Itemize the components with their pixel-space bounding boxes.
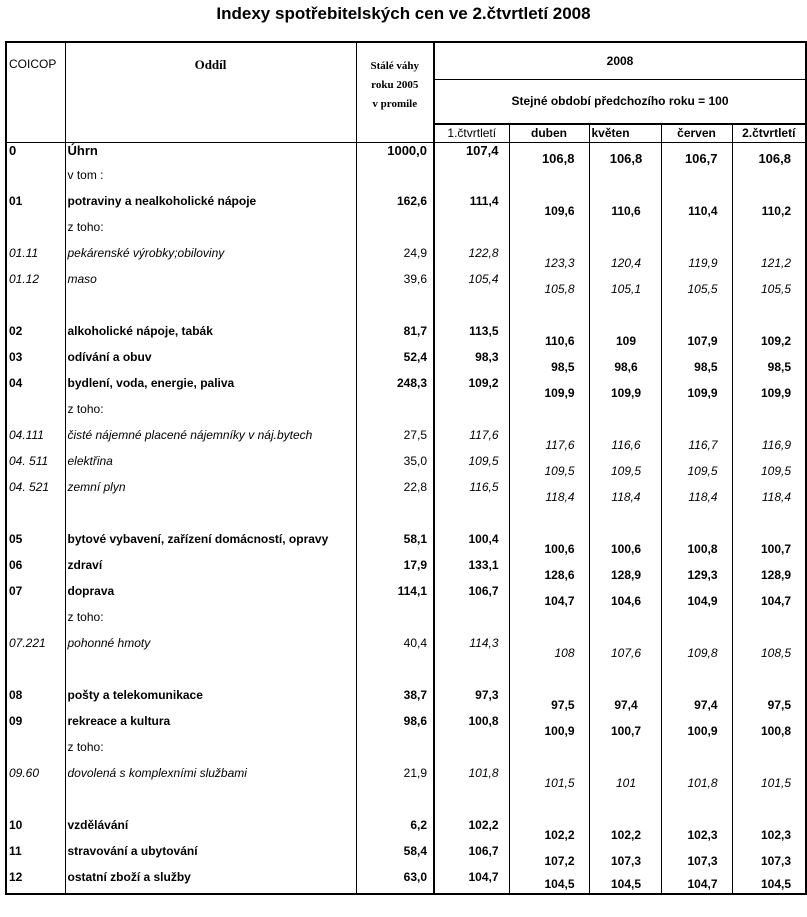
row-m1: 100,9 — [509, 714, 589, 740]
row-q1: 109,5 — [434, 454, 509, 480]
row-code: 01.12 — [6, 272, 65, 298]
row-m3: 110,4 — [661, 194, 732, 220]
row-code — [6, 402, 65, 428]
row-q1 — [434, 506, 509, 532]
row-q2: 116,9 — [732, 428, 806, 454]
header-subtitle: Stejné období předchozího roku = 100 — [434, 79, 806, 124]
row-code — [6, 168, 65, 194]
row-q1: 102,2 — [434, 818, 509, 844]
row-m1 — [509, 792, 589, 818]
row-name: dovolená s komplexními službami — [65, 766, 356, 792]
row-m2: 104,5 — [589, 870, 661, 894]
row-name: z toho: — [65, 740, 356, 766]
row-q1: 105,4 — [434, 272, 509, 298]
row-name: odívání a obuv — [65, 350, 356, 376]
row-weight: 52,4 — [356, 350, 434, 376]
table-row — [6, 272, 806, 298]
row-m3 — [661, 662, 732, 688]
table-row — [6, 194, 806, 220]
row-weight — [356, 168, 434, 194]
row-m1: 110,6 — [509, 324, 589, 350]
row-name — [65, 792, 356, 818]
row-m1 — [509, 740, 589, 766]
row-m2: 120,4 — [589, 246, 661, 272]
table-row — [6, 298, 806, 324]
row-name: zemní plyn — [65, 480, 356, 506]
row-m3: 109,8 — [661, 636, 732, 662]
row-m2 — [589, 740, 661, 766]
row-weight — [356, 298, 434, 324]
table-row — [6, 688, 806, 714]
row-q2: 101,5 — [732, 766, 806, 792]
row-q2: 98,5 — [732, 350, 806, 376]
row-q1: 97,3 — [434, 688, 509, 714]
row-weight — [356, 610, 434, 636]
table-row — [6, 584, 806, 610]
table-row — [6, 792, 806, 818]
row-code: 04. 521 — [6, 480, 65, 506]
row-q1 — [434, 740, 509, 766]
row-name: maso — [65, 272, 356, 298]
row-q1 — [434, 168, 509, 194]
table-row — [6, 376, 806, 402]
row-q1: 114,3 — [434, 636, 509, 662]
header-m2: květen — [589, 124, 661, 142]
row-q1: 106,7 — [434, 584, 509, 610]
row-code — [6, 662, 65, 688]
row-weight — [356, 220, 434, 246]
row-weight: 22,8 — [356, 480, 434, 506]
row-name: pohonné hmoty — [65, 636, 356, 662]
row-m2 — [589, 610, 661, 636]
row-q2: 109,2 — [732, 324, 806, 350]
row-m1: 108 — [509, 636, 589, 662]
row-code: 0 — [6, 142, 65, 168]
row-m3: 116,7 — [661, 428, 732, 454]
row-m2 — [589, 792, 661, 818]
row-m2: 116,6 — [589, 428, 661, 454]
row-q2 — [732, 792, 806, 818]
row-m3 — [661, 402, 732, 428]
row-m3: 106,7 — [661, 142, 732, 168]
row-name: doprava — [65, 584, 356, 610]
row-m3 — [661, 298, 732, 324]
row-m2 — [589, 220, 661, 246]
row-m3: 118,4 — [661, 480, 732, 506]
row-code — [6, 506, 65, 532]
row-weight: 40,4 — [356, 636, 434, 662]
row-code: 04.111 — [6, 428, 65, 454]
row-m2: 128,9 — [589, 558, 661, 584]
row-name — [65, 298, 356, 324]
row-q2: 110,2 — [732, 194, 806, 220]
row-weight: 248,3 — [356, 376, 434, 402]
row-name: elektřina — [65, 454, 356, 480]
table-row — [6, 636, 806, 662]
row-code: 05 — [6, 532, 65, 558]
row-weight — [356, 740, 434, 766]
row-code: 04 — [6, 376, 65, 402]
row-name: čisté nájemné placené nájemníky v náj.bytech — [65, 428, 356, 454]
row-m2: 102,2 — [589, 818, 661, 844]
table-row — [6, 246, 806, 272]
row-code: 02 — [6, 324, 65, 350]
table-row — [6, 740, 806, 766]
row-m2 — [589, 168, 661, 194]
row-q2 — [732, 220, 806, 246]
row-name: stravování a ubytování — [65, 844, 356, 870]
row-m1: 102,2 — [509, 818, 589, 844]
row-weight — [356, 402, 434, 428]
row-code: 06 — [6, 558, 65, 584]
row-q2: 106,8 — [732, 142, 806, 168]
row-name: potraviny a nealkoholické nápoje — [65, 194, 356, 220]
row-m3 — [661, 610, 732, 636]
row-m1: 105,8 — [509, 272, 589, 298]
table-row — [6, 480, 806, 506]
table-row — [6, 532, 806, 558]
row-m3: 100,8 — [661, 532, 732, 558]
row-weight — [356, 792, 434, 818]
row-code: 10 — [6, 818, 65, 844]
row-weight: 58,4 — [356, 844, 434, 870]
row-q1 — [434, 402, 509, 428]
row-weight: 21,9 — [356, 766, 434, 792]
row-q2: 105,5 — [732, 272, 806, 298]
table-row — [6, 350, 806, 376]
row-m2: 97,4 — [589, 688, 661, 714]
row-q1 — [434, 220, 509, 246]
row-m2: 98,6 — [589, 350, 661, 376]
row-m1 — [509, 506, 589, 532]
page-title: Indexy spotřebitelských cen ve 2.čtvrtletí 2008 — [216, 4, 591, 23]
row-q1 — [434, 662, 509, 688]
row-m1: 109,5 — [509, 454, 589, 480]
row-q2: 107,3 — [732, 844, 806, 870]
row-m1 — [509, 298, 589, 324]
row-code — [6, 298, 65, 324]
row-m1: 117,6 — [509, 428, 589, 454]
row-code: 09.60 — [6, 766, 65, 792]
row-m1: 101,5 — [509, 766, 589, 792]
row-m3 — [661, 506, 732, 532]
row-m1: 123,3 — [509, 246, 589, 272]
row-q1: 100,4 — [434, 532, 509, 558]
row-name: alkoholické nápoje, tabák — [65, 324, 356, 350]
table-row — [6, 844, 806, 870]
row-code: 07 — [6, 584, 65, 610]
row-weight: 63,0 — [356, 870, 434, 894]
row-q1: 113,5 — [434, 324, 509, 350]
row-q2 — [732, 610, 806, 636]
row-m1: 104,5 — [509, 870, 589, 894]
row-q1: 116,5 — [434, 480, 509, 506]
row-q1 — [434, 610, 509, 636]
row-code — [6, 220, 65, 246]
row-q1: 101,8 — [434, 766, 509, 792]
row-name: rekreace a kultura — [65, 714, 356, 740]
row-code: 11 — [6, 844, 65, 870]
row-m3: 104,7 — [661, 870, 732, 894]
row-m3: 104,9 — [661, 584, 732, 610]
row-name: pošty a telekomunikace — [65, 688, 356, 714]
row-m3: 102,3 — [661, 818, 732, 844]
row-q2: 100,7 — [732, 532, 806, 558]
header-q1: 1.čtvrtletí — [434, 124, 509, 142]
row-code: 01 — [6, 194, 65, 220]
row-m3: 107,9 — [661, 324, 732, 350]
cpi-table — [5, 41, 807, 895]
row-name — [65, 506, 356, 532]
row-weight: 17,9 — [356, 558, 434, 584]
row-m2: 100,6 — [589, 532, 661, 558]
header-oddil: Oddíl — [65, 42, 356, 142]
row-m3: 109,9 — [661, 376, 732, 402]
row-q2: 118,4 — [732, 480, 806, 506]
row-q1: 133,1 — [434, 558, 509, 584]
row-q1: 100,8 — [434, 714, 509, 740]
row-q1: 107,4 — [434, 142, 509, 168]
row-m2: 100,7 — [589, 714, 661, 740]
header-weights — [356, 42, 434, 142]
table-row — [6, 220, 806, 246]
table-row — [6, 558, 806, 584]
row-name: z toho: — [65, 402, 356, 428]
header-weights-line3: v promile — [372, 98, 418, 110]
row-q2: 109,5 — [732, 454, 806, 480]
row-m2: 109,5 — [589, 454, 661, 480]
table-row — [6, 714, 806, 740]
row-q2: 109,9 — [732, 376, 806, 402]
table-row — [6, 610, 806, 636]
row-m2: 109,9 — [589, 376, 661, 402]
row-name: bytové vybavení, zařízení domácností, opravy — [65, 532, 356, 558]
table-row — [6, 766, 806, 792]
row-code — [6, 792, 65, 818]
row-code: 07.221 — [6, 636, 65, 662]
row-m2: 107,3 — [589, 844, 661, 870]
row-name: zdraví — [65, 558, 356, 584]
row-name: z toho: — [65, 220, 356, 246]
row-name: Úhrn — [65, 142, 356, 168]
row-q1: 104,7 — [434, 870, 509, 894]
row-weight: 58,1 — [356, 532, 434, 558]
row-m3: 101,8 — [661, 766, 732, 792]
row-name: pekárenské výrobky;obiloviny — [65, 246, 356, 272]
table-row — [6, 870, 806, 894]
row-weight: 98,6 — [356, 714, 434, 740]
row-m3: 98,5 — [661, 350, 732, 376]
row-weight — [356, 506, 434, 532]
header-m3: červen — [661, 124, 732, 142]
row-m3: 107,3 — [661, 844, 732, 870]
row-q2: 97,5 — [732, 688, 806, 714]
header-year: 2008 — [434, 42, 806, 79]
row-m1 — [509, 662, 589, 688]
row-m3: 100,9 — [661, 714, 732, 740]
row-m3 — [661, 220, 732, 246]
row-name — [65, 662, 356, 688]
row-m3: 129,3 — [661, 558, 732, 584]
row-q2 — [732, 298, 806, 324]
row-m3: 105,5 — [661, 272, 732, 298]
header-m1: duben — [509, 124, 589, 142]
row-m1: 98,5 — [509, 350, 589, 376]
table-row — [6, 506, 806, 532]
table-row — [6, 402, 806, 428]
row-q1 — [434, 792, 509, 818]
table-row — [6, 324, 806, 350]
row-m3: 119,9 — [661, 246, 732, 272]
row-m1 — [509, 168, 589, 194]
row-name: bydlení, voda, energie, paliva — [65, 376, 356, 402]
row-m2: 109 — [589, 324, 661, 350]
table-row — [6, 142, 806, 168]
row-m2 — [589, 662, 661, 688]
row-weight: 114,1 — [356, 584, 434, 610]
row-name: ostatní zboží a služby — [65, 870, 356, 894]
row-code: 09 — [6, 714, 65, 740]
row-m1: 109,9 — [509, 376, 589, 402]
row-q1: 122,8 — [434, 246, 509, 272]
row-m1 — [509, 610, 589, 636]
row-q2: 104,5 — [732, 870, 806, 894]
row-m2: 110,6 — [589, 194, 661, 220]
row-weight: 81,7 — [356, 324, 434, 350]
row-weight: 39,6 — [356, 272, 434, 298]
row-weight: 6,2 — [356, 818, 434, 844]
row-m2 — [589, 298, 661, 324]
row-m1: 97,5 — [509, 688, 589, 714]
table-row — [6, 818, 806, 844]
table-row — [6, 168, 806, 194]
row-m1: 107,2 — [509, 844, 589, 870]
row-q1: 106,7 — [434, 844, 509, 870]
row-m2 — [589, 402, 661, 428]
row-weight: 38,7 — [356, 688, 434, 714]
row-q1: 98,3 — [434, 350, 509, 376]
header-weights-line2: roku 2005 — [371, 79, 419, 91]
row-code: 01.11 — [6, 246, 65, 272]
row-weight: 27,5 — [356, 428, 434, 454]
row-m1: 104,7 — [509, 584, 589, 610]
row-code — [6, 740, 65, 766]
row-q2 — [732, 402, 806, 428]
row-m2: 106,8 — [589, 142, 661, 168]
row-m3: 97,4 — [661, 688, 732, 714]
row-m1: 100,6 — [509, 532, 589, 558]
row-q2: 104,7 — [732, 584, 806, 610]
row-code — [6, 610, 65, 636]
row-m2 — [589, 506, 661, 532]
row-code: 08 — [6, 688, 65, 714]
row-name: v tom : — [65, 168, 356, 194]
row-q2 — [732, 168, 806, 194]
row-m1 — [509, 402, 589, 428]
row-m3: 109,5 — [661, 454, 732, 480]
row-code: 12 — [6, 870, 65, 894]
header-coicop: COICOP — [6, 42, 65, 142]
row-m2: 104,6 — [589, 584, 661, 610]
row-m1: 128,6 — [509, 558, 589, 584]
row-q1: 109,2 — [434, 376, 509, 402]
row-q2: 100,8 — [732, 714, 806, 740]
row-q2: 128,9 — [732, 558, 806, 584]
row-m2: 107,6 — [589, 636, 661, 662]
row-m2: 101 — [589, 766, 661, 792]
table-row — [6, 428, 806, 454]
row-q2 — [732, 506, 806, 532]
row-q2 — [732, 740, 806, 766]
row-q2: 121,2 — [732, 246, 806, 272]
row-m1: 109,6 — [509, 194, 589, 220]
row-q2: 102,3 — [732, 818, 806, 844]
header-weights-line1: Stálé váhy — [370, 60, 420, 72]
row-q1 — [434, 298, 509, 324]
row-q1: 117,6 — [434, 428, 509, 454]
row-m3 — [661, 792, 732, 818]
row-weight: 1000,0 — [356, 142, 434, 168]
table-row — [6, 662, 806, 688]
table-row — [6, 454, 806, 480]
row-m1 — [509, 220, 589, 246]
row-q2: 108,5 — [732, 636, 806, 662]
row-weight: 162,6 — [356, 194, 434, 220]
row-m2: 105,1 — [589, 272, 661, 298]
row-code: 04. 511 — [6, 454, 65, 480]
row-m3 — [661, 740, 732, 766]
row-code: 03 — [6, 350, 65, 376]
row-weight — [356, 662, 434, 688]
row-q1: 111,4 — [434, 194, 509, 220]
header-q2: 2.čtvrtletí — [732, 124, 806, 142]
row-name: z toho: — [65, 610, 356, 636]
row-m3 — [661, 168, 732, 194]
row-m1: 106,8 — [509, 142, 589, 168]
row-m2: 118,4 — [589, 480, 661, 506]
row-m1: 118,4 — [509, 480, 589, 506]
row-name: vzdělávání — [65, 818, 356, 844]
row-q2 — [732, 662, 806, 688]
row-weight: 24,9 — [356, 246, 434, 272]
row-weight: 35,0 — [356, 454, 434, 480]
